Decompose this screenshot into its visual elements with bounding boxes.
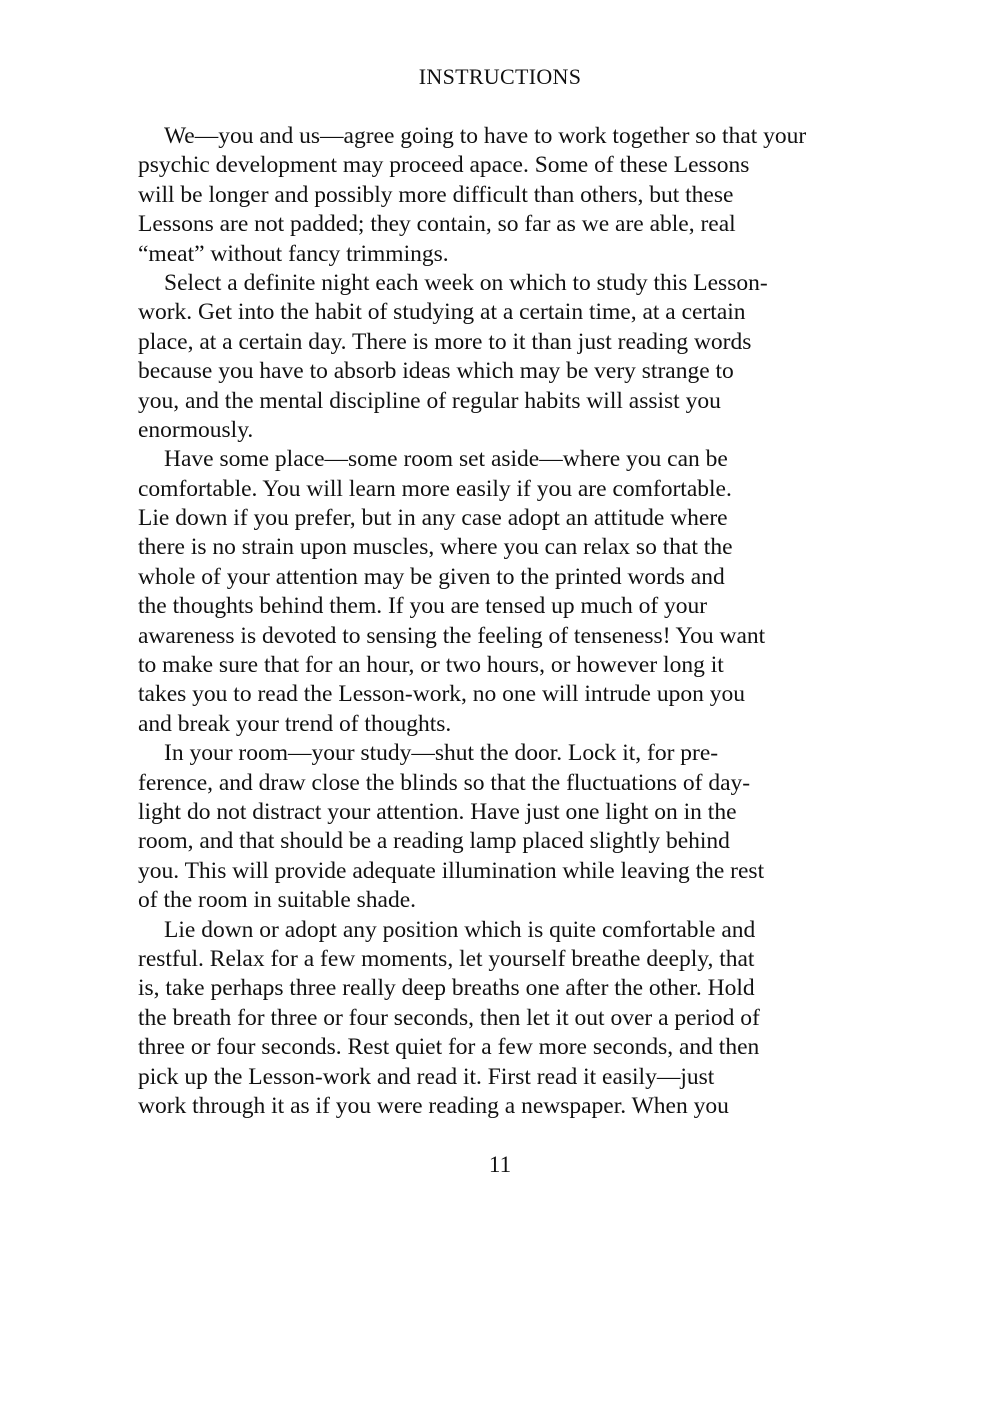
text-line: Lie down or adopt any position which is quite comfortable and <box>164 916 756 943</box>
paragraph <box>138 122 878 269</box>
text-line: you. This will provide adequate illumination while leaving the rest <box>138 857 765 884</box>
text-line: restful. Relax for a few moments, let yourself breathe deeply, that <box>138 945 755 972</box>
text-line: the thoughts behind them. If you are tensed up much of your <box>138 593 708 620</box>
text-line: ference, and draw close the blinds so that the fluctuations of day- <box>138 769 751 796</box>
text-line: will be longer and possibly more difficult than others, but these <box>138 181 734 208</box>
paragraph <box>138 739 878 915</box>
text-line: to make sure that for an hour, or two hours, or however long it <box>138 652 724 679</box>
paragraph <box>138 916 878 1122</box>
text-line: and break your trend of thoughts. <box>138 710 452 737</box>
text-line: comfortable. You will learn more easily if you are comfortable. <box>138 475 732 502</box>
text-line: We—you and us—agree going to have to work together so that your <box>164 123 807 149</box>
text-line: work through it as if you were reading a newspaper. When you <box>138 1092 729 1119</box>
text-line: room, and that should be a reading lamp placed slightly behind <box>138 828 730 855</box>
text-line: place, at a certain day. There is more to it than just reading words <box>138 328 752 355</box>
text-line: three or four seconds. Rest quiet for a few more seconds, and then <box>138 1034 760 1061</box>
text-line: the breath for three or four seconds, then let it out over a period of <box>138 1004 760 1031</box>
text-line: awareness is devoted to sensing the feeling of tenseness! You want <box>138 622 766 649</box>
text-line: of the room in suitable shade. <box>138 887 417 914</box>
text-line: Have some place—some room set aside—where you can be <box>164 446 728 473</box>
text-line: psychic development may proceed apace. Some of these Lessons <box>138 152 750 179</box>
paragraph <box>138 445 878 739</box>
text-line: there is no strain upon muscles, where you can relax so that the <box>138 534 733 561</box>
text-line: enormously. <box>138 416 254 443</box>
text-line: is, take perhaps three really deep breaths one after the other. Hold <box>138 975 755 1002</box>
text-line: takes you to read the Lesson-work, no one will intrude upon you <box>138 681 745 708</box>
text-line: work. Get into the habit of studying at a certain time, at a certain <box>138 299 746 326</box>
page-number: 11 <box>488 1152 512 1177</box>
running-head: INSTRUCTIONS <box>418 64 582 89</box>
text-line: Lie down if you prefer, but in any case adopt an attitude where <box>138 505 728 532</box>
text-line: pick up the Lesson-work and read it. First read it easily—just <box>138 1063 715 1090</box>
text-line: because you have to absorb ideas which may be very strange to <box>138 358 734 385</box>
body-text <box>138 122 878 1121</box>
text-line: you, and the mental discipline of regular habits will assist you <box>138 387 721 414</box>
text-line: “meat” without fancy trimmings. <box>138 240 449 267</box>
paragraph <box>138 269 878 445</box>
text-line: light do not distract your attention. Have just one light on in the <box>138 798 737 825</box>
text-line: Select a definite night each week on which to study this Lesson- <box>164 269 768 296</box>
text-line: whole of your attention may be given to the printed words and <box>138 563 725 590</box>
text-line: Lessons are not padded; they contain, so far as we are able, real <box>138 211 736 238</box>
text-line: In your room—your study—shut the door. Lock it, for pre- <box>164 740 719 767</box>
